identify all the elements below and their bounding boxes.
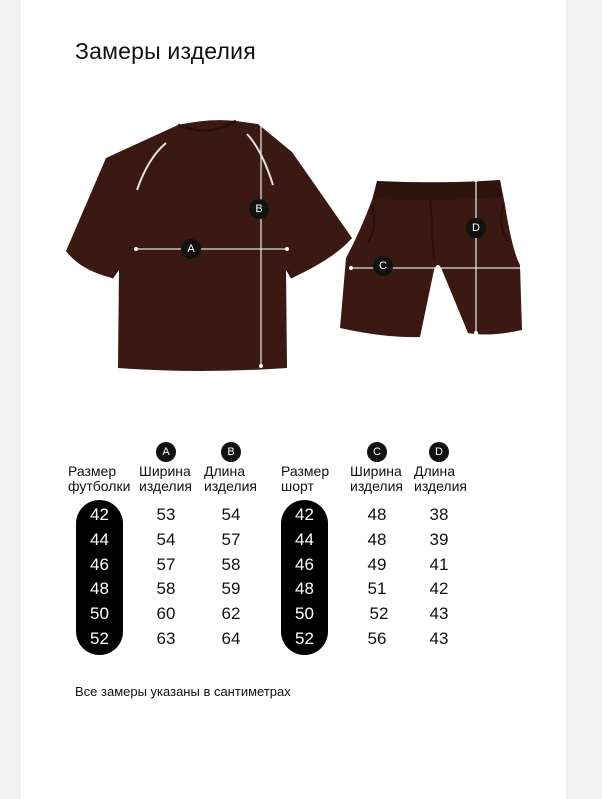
- page-title: Замеры изделия: [75, 38, 256, 64]
- badge-b: B: [221, 442, 241, 462]
- header-tshirt-size: Размер футболки: [68, 463, 131, 494]
- shorts-size-cell: 52: [295, 629, 314, 648]
- tshirt-length-cell: 58: [221, 555, 241, 574]
- tshirt-width-cell: 58: [156, 579, 176, 598]
- shorts-length-cell: 43: [429, 604, 449, 623]
- tshirt-length-cell: 57: [221, 530, 241, 549]
- marker-b: [249, 199, 269, 219]
- tshirt-size-cell: 52: [90, 629, 109, 648]
- shorts-width-cell: 52: [369, 604, 389, 623]
- tshirt-image: [66, 120, 352, 371]
- svg-text:D: D: [472, 222, 480, 234]
- header-shorts-size: Размер шорт: [281, 463, 330, 494]
- badge-d: D: [429, 442, 449, 462]
- header-tshirt-width: Ширина изделия: [139, 463, 192, 494]
- shorts-image: [340, 180, 522, 337]
- shorts-size-cell: 42: [295, 505, 314, 524]
- shorts-size-cell: 48: [295, 579, 314, 598]
- shorts-length-cell: 43: [429, 629, 449, 648]
- tshirt-length-cell: 64: [221, 629, 241, 648]
- tshirt-width-cell: 54: [156, 530, 176, 549]
- header-shorts-width: Ширина изделия: [350, 463, 403, 494]
- shorts-length-cell: 38: [429, 505, 449, 524]
- measurement-note: Все замеры указаны в сантиметрах: [75, 684, 291, 699]
- tshirt-width-cell: 53: [156, 505, 176, 524]
- shorts-width-cell: 51: [367, 579, 387, 598]
- marker-d: [466, 218, 486, 238]
- tshirt-size-cell: 42: [90, 505, 109, 524]
- marker-a: [181, 239, 201, 259]
- shorts-size-cell: 50: [295, 604, 314, 623]
- tshirt-size-cell: 44: [90, 530, 109, 549]
- shorts-width-cell: 48: [367, 530, 387, 549]
- tshirt-length-cell: 59: [221, 579, 241, 598]
- shorts-size-cell: 44: [295, 530, 314, 549]
- shorts-size-cell: 46: [295, 555, 314, 574]
- tshirt-size-cell: 50: [90, 604, 109, 623]
- svg-text:C: C: [379, 260, 387, 272]
- shorts-length-cell: 41: [429, 555, 449, 574]
- tshirt-size-cell: 46: [90, 555, 109, 574]
- shorts-length-cell: 42: [429, 579, 449, 598]
- shorts-length-cell: 39: [429, 530, 449, 549]
- tshirt-width-cell: 60: [156, 604, 176, 623]
- tshirt-size-cell: 48: [90, 579, 109, 598]
- tshirt-width-cell: 57: [156, 555, 176, 574]
- svg-text:A: A: [187, 243, 195, 255]
- header-shorts-length: Длина изделия: [414, 463, 467, 494]
- badge-a: A: [156, 442, 176, 462]
- header-tshirt-length: Длина изделия: [204, 463, 257, 494]
- tshirt-length-cell: 54: [221, 505, 241, 524]
- shorts-width-cell: 49: [367, 555, 387, 574]
- shorts-width-cell: 48: [367, 505, 387, 524]
- shorts-width-cell: 56: [367, 629, 387, 648]
- tshirt-length-cell: 62: [221, 604, 241, 623]
- tshirt-width-cell: 63: [156, 629, 176, 648]
- svg-text:B: B: [255, 203, 263, 215]
- marker-c: [373, 256, 393, 276]
- badge-c: C: [367, 442, 387, 462]
